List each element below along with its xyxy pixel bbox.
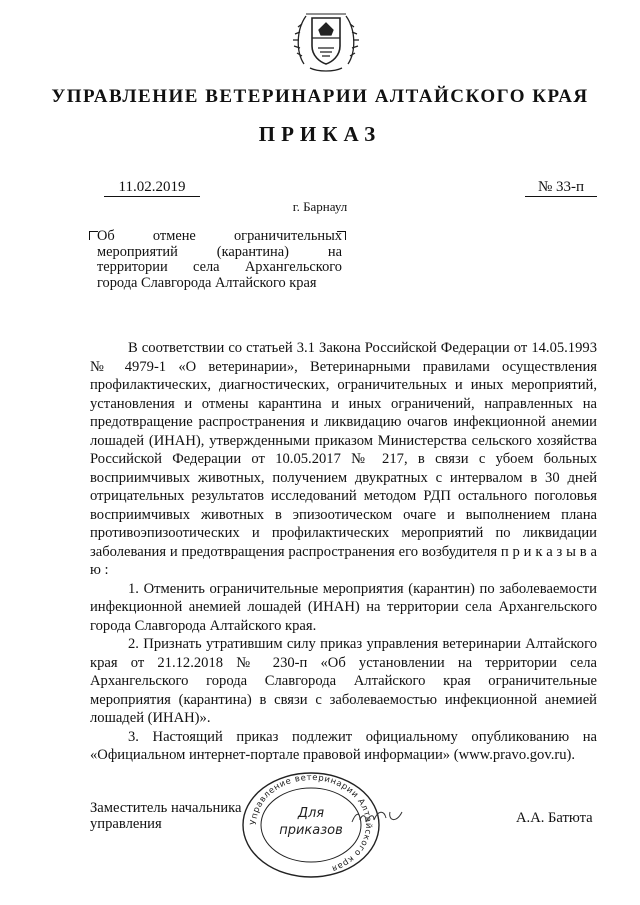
organization-name: УПРАВЛЕНИЕ ВЕТЕРИНАРИИ АЛТАЙСКОГО КРАЯ: [51, 86, 589, 107]
document-type: ПРИКАЗ: [258, 122, 382, 146]
order-date: 11.02.2019: [104, 178, 200, 197]
signatory-position: [90, 800, 242, 832]
stamp-center-line1: Для: [297, 806, 325, 821]
order-body: [90, 339, 597, 765]
handwritten-signature-icon: [350, 806, 410, 831]
city: г. Барнаул: [292, 199, 348, 214]
stamp-center-line2: приказов: [279, 823, 343, 838]
order-number: № 33-п: [525, 178, 597, 197]
signatory-position-line1: Заместитель начальника: [90, 800, 242, 816]
item-2: 2. Признать утратившим силу приказ управления ветеринарии Алтайского края от 21.12.2018 № 230-п «Об установлении на территории села Архангельского города Славгорода Алтайского края ограничительные мероприятия (карантина) в связи с заболеваемостью инфекционной анемией лошадей (ИНАН)».: [90, 636, 597, 726]
preamble-paragraph: [90, 339, 597, 580]
item-1: 1. Отменить ограничительные мероприятия (карантин) по заболеваемости инфекционной анемией лошадей (ИНАН) на территории села Архангельского города Славгорода Алтайского края.: [90, 580, 597, 634]
signatory-position-line2: управления: [90, 816, 162, 832]
coat-of-arms-icon: [290, 4, 362, 76]
preamble-text: В соответствии со статьей 3.1 Закона Российской Федерации от 14.05.1993 № 4979-1 «О ветеринарии», Ветеринарными правилами осуществления профилактических, диагностических, ограничительных и иных мероприятий, установления и отмены карантина и иных ограничений, направленных на предотвращение распространения и ликвидацию очагов инфекционной анемии лошадей (ИНАН), утвержденными приказом Министерства сельского хозяйства Российской Федерации от 10.05.2017 № 217, в связи с убоем больных восприимчивых животных, получением двукратных с интервалом в 30 дней отрицательных результатов исследований методом РДП остального поголовья восприимчивых животных в эпизоотическом очаге и выполнением плана противоэпизоотических и профилактических мероприятий по ликвидации заболевания и предотвращения распространения его возбудителя: [90, 340, 597, 560]
item-3: 3. Настоящий приказ подлежит официальному опубликованию на «Официальном интернет-портале правовой информации» (www.pravo.gov.ru).: [90, 728, 597, 763]
order-word: п р и к а з ы в а ю :: [90, 543, 597, 578]
stamp-ring-text: Управление ветеринарии Алтайского края: [248, 772, 374, 874]
order-subject: Об отмене ограничительных мероприятий (карантина) на территории села Архангельского города Славгорода Алтайского края: [97, 228, 342, 291]
signatory-name: А.А. Батюта: [516, 810, 593, 826]
